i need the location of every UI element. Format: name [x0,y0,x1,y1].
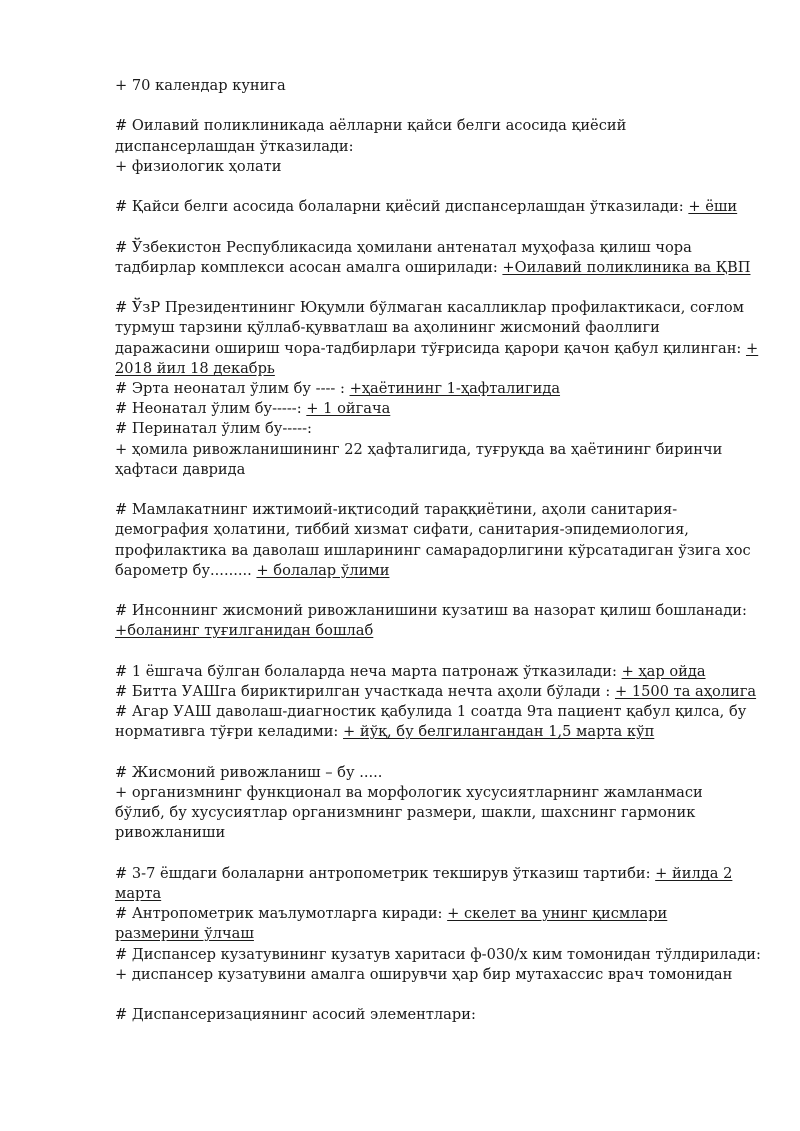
answer-text: + болалар ўлими [256,561,390,579]
question-text: тадбирлар комплекси асосан амалга оширилади: [115,258,503,276]
text-line [115,561,746,581]
answer-text: + скелет ва унинг қисмлари [447,905,668,923]
question-text: нормативга тўғри келадими: [115,723,343,741]
text-line [115,965,746,985]
answer-text: + 1 ойгача [306,400,391,418]
text-line [115,399,746,419]
text-line [115,298,746,318]
text-line [115,157,746,177]
text-line [115,1005,746,1025]
answer-text: + 1500 та аҳолига [614,682,757,700]
question-text: + организмнинг функционал ва морфологик хусусиятларнинг жамланмаси [115,783,703,801]
question-text: # ЎзР Президентининг Юқумли бўлмаган касалликлар профилактикаси, соғлом [115,299,745,317]
question-text: # Жисмоний ривожланиш – бу ..... [115,763,383,781]
text-line [115,722,746,742]
question-text: # Ўзбекистон Республикасида ҳомилани антенатал муҳофаза қилиш чора [115,238,692,256]
paragraph-gap [115,217,746,237]
question-text: # Агар УАШ даволаш-диагностик қабулида 1 соатда 9та пациент қабул қилса, бу [115,703,747,721]
paragraph-gap [115,743,746,763]
paragraph-gap [115,278,746,298]
paragraph-gap [115,844,746,864]
answer-text: +ҳаётининг 1-ҳафталигида [349,379,561,397]
question-text: # Перинатал ўлим бу-----: [115,420,312,438]
text-line [115,884,746,904]
answer-text: +Оилавий поликлиника ва ҚВП [502,258,751,276]
question-text: демография ҳолатини, тиббий хизмат сифати, санитария-эпидемиология, [115,521,689,539]
question-text: # Диспансер кузатувининг кузатув харитаси ф-030/х ким томонидан тўлдирилади: [115,945,761,963]
text-line [115,359,746,379]
question-text: + 70 календар кунига [115,77,286,94]
text-line [115,238,746,258]
paragraph-gap [115,581,746,601]
text-line [115,945,761,965]
text-line [115,137,746,157]
question-text: + физиологик ҳолати [115,157,282,175]
answer-text: + [745,339,759,357]
question-text: ҳафтаси даврида [115,460,246,478]
text-line [115,339,759,359]
text-line [115,702,746,722]
text-line [115,258,751,278]
answer-text: 2018 йил 18 декабрь [115,359,275,377]
paragraph-gap [115,480,746,500]
question-text: даражасини ошириш чора-тадбирлари тўғрисида қарори қачон қабул қилинган: [115,339,746,357]
answer-text: размерини ўлчаш [115,925,254,943]
text-line [115,76,746,96]
question-text: + ҳомила ривожланишининг 22 ҳафталигида, туғруқда ва ҳаётининг биринчи [115,440,723,458]
question-text: # Оилавий поликлиникада аёлларни қайси белги асосида қиёсий [115,117,627,135]
question-text: # Мамлакатнинг ижтимоий-иқтисодий тараққиётини, аҳоли санитария- [115,501,678,519]
text-line [115,500,746,520]
text-line [115,379,746,399]
text-line [115,440,746,460]
question-text: # Эрта неонатал ўлим бу ---- : [115,379,350,397]
text-line [115,116,746,136]
question-text: диспансерлашдан ўтказилади: [115,137,354,155]
paragraph-gap [115,177,746,197]
paragraph-gap [115,642,746,662]
question-text: # Битта УАШга бириктирилган участкада нечта аҳоли бўлади : [115,682,615,700]
question-text: барометр бу......... [115,561,257,579]
question-text: # Неонатал ўлим бу-----: [115,400,307,418]
question-text: # 1 ёшгача бўлган болаларда неча марта патронаж ўтказилади: [115,662,622,680]
answer-text: марта [115,884,162,902]
question-text: + диспансер кузатувини амалга оширувчи ҳар бир мутахассис врач томонидан [115,965,733,983]
text-line [115,601,746,621]
paragraph-gap [115,96,746,116]
text-line [115,803,746,823]
text-line [115,924,746,944]
answer-text: + йўқ, бу белгилангандан 1,5 марта кўп [343,723,655,741]
text-line [115,904,746,924]
text-line [115,520,746,540]
text-line [115,318,746,338]
question-text: # Инсоннинг жисмоний ривожланишини кузатиш ва назорат қилиш бошланади: [115,602,747,620]
text-line [115,662,746,682]
text-line [115,621,746,641]
question-text: ривожланиши [115,824,226,842]
question-text: # Антропометрик маълумотларга киради: [115,905,448,923]
answer-text: + ҳар ойда [621,662,706,680]
question-text: профилактика ва даволаш ишларининг самарадорлигини кўрсатадиган ўзига хос [115,541,751,559]
text-line [115,197,746,217]
text-line [115,460,746,480]
question-text: турмуш тарзини қўллаб-қувватлаш ва аҳолининг жисмоний фаоллиги [115,319,660,337]
question-text: # Қайси белги асосида болаларни қиёсий диспансерлашдан ўтказилади: [115,198,689,216]
answer-text: +боланинг туғилганидан бошлаб [115,622,374,640]
text-line [115,682,757,702]
answer-text: + ёши [688,198,738,216]
question-text: бўлиб, бу хусусиятлар организмнинг размери, шакли, шахснинг гармоник [115,804,696,822]
paragraph-gap [115,985,746,1005]
text-line [115,783,746,803]
text-line [115,864,746,884]
text-line [115,541,751,561]
question-text: # Диспансеризациянинг асосий элементлари: [115,1006,476,1024]
text-line [115,419,746,439]
text-line [115,763,746,783]
answer-text: + йилда 2 [655,864,733,882]
question-text: # 3-7 ёшдаги болаларни антропометрик текширув ўтказиш тартиби: [115,864,656,882]
text-line [115,823,746,843]
